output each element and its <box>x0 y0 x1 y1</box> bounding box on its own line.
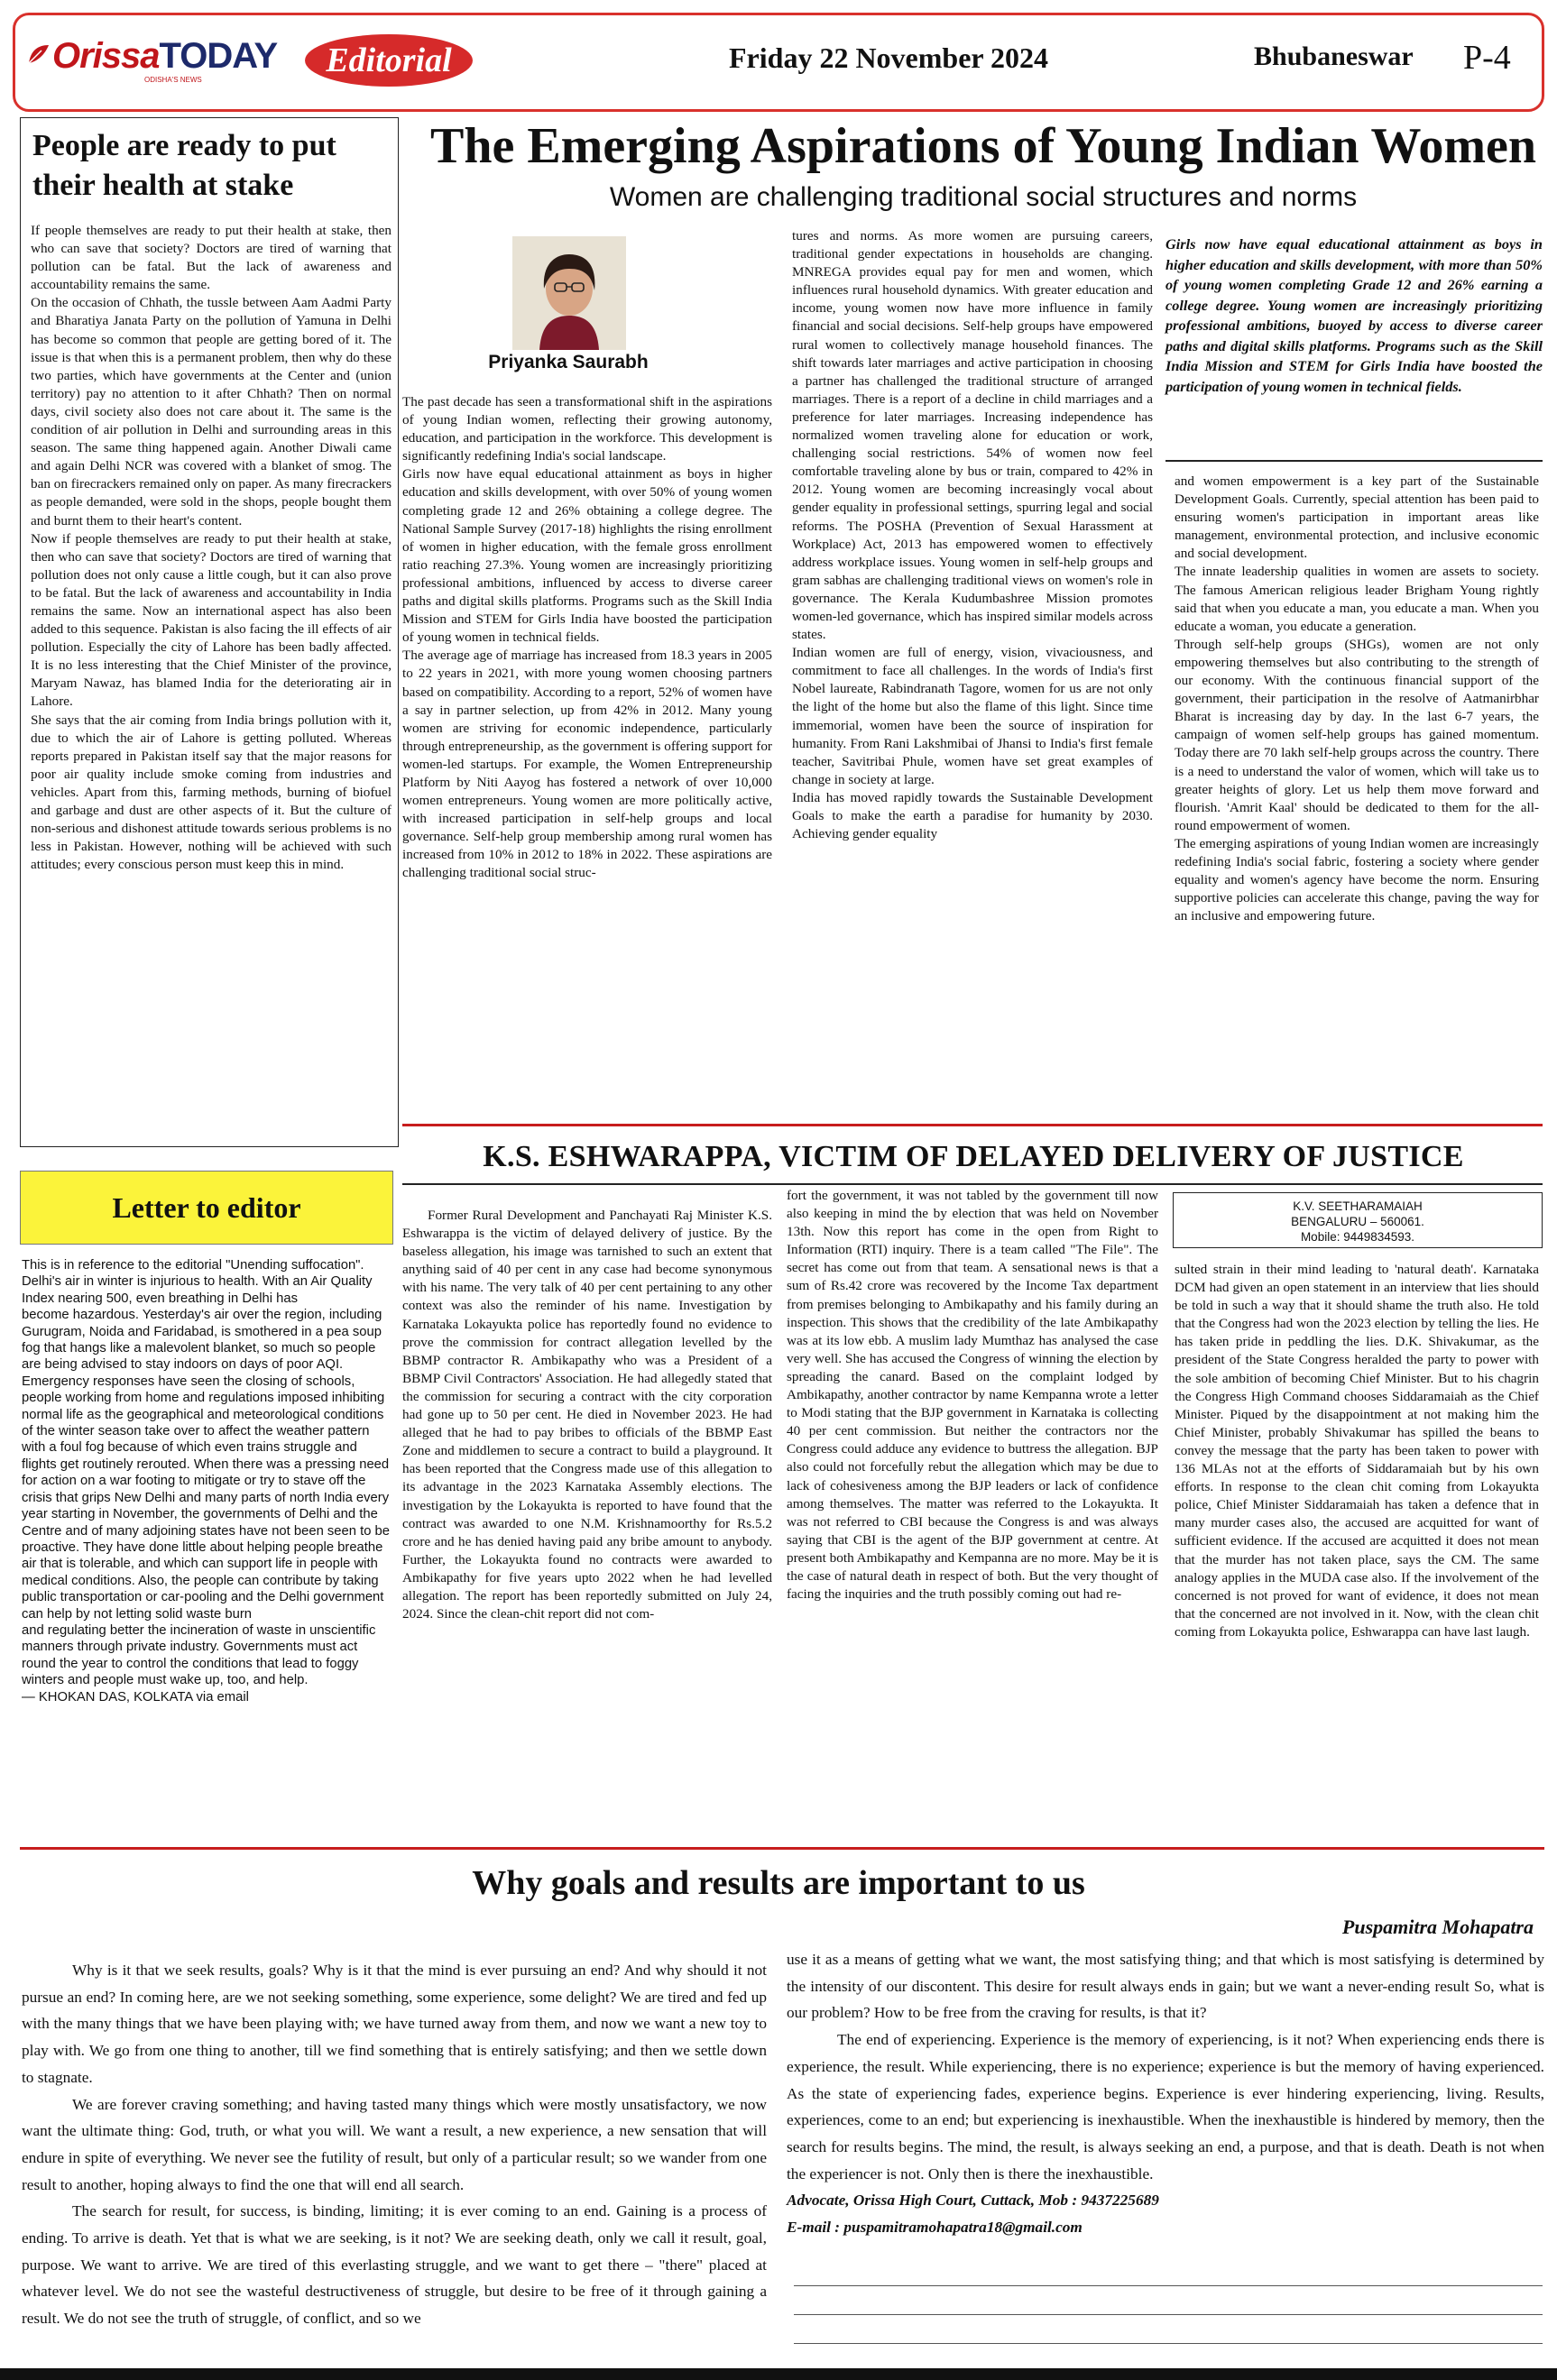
logo-leaf-icon <box>25 41 51 67</box>
letter-body <box>22 1257 393 1705</box>
paragraph: tures and norms. As more women are pursuing careers, traditional gender expectations in households are changing. MNREGA provides equal pay for men and women, which influences rural household dynamics. With greater education and income, young women now have more influence in family financial and social decisions. Self-help groups have empowered rural women to collectively manage household finances. The shift towards later marriages and active participation in choosing a partner has challenged the traditional structure of arranged marriages. There is a report of a decline in child marriages and a preference for later marriages. Increasing independence has normalized women traveling alone for education or work, challenging social restrictions. 54% of women now feel comfortable traveling alone by bus or train, compared to 42% in 2012. Young women are becoming increasingly vocal about gender equality in professional settings, spurring legal and social reforms. The POSHA (Prevention of Sexual Harassment at Workplace) Act, 2013 has empowered women to effectively address workplace issues. Young women in self-help groups and gram sabhas are challenging traditional views on women's role in governance. The Kerala Kudumbashree Mission promotes women-led governance, which has inspired similar models across states. <box>792 228 1153 643</box>
pull-quote-divider <box>1165 460 1543 462</box>
page-number: P-4 <box>1463 39 1511 77</box>
paragraph: become hazardous. Yesterday's air over the region, including Gurugram, Noida and Faridabad, is smothered in a pea soup fog that hangs like a malevolent blanket, so much so people are being advised to stay indoors on days of poor AQI. <box>22 1308 382 1373</box>
paragraph: She says that the air coming from India brings pollution with it, due to which the air of Lahore is getting polluted. Whereas reports prepared in Pakistan itself say that the major reasons for poor air quality include smoke coming from industries and vehicles. Apart from this, farming methods, burning of biofuel and garbage and dust are other aspects of it. But the culture of non-serious and dishonest attitude towards serious problems is no less in Pakistan. However, nothing will be achieved with such attitudes; every conscious person must keep this in mind. <box>31 712 392 873</box>
paragraph: Former Rural Development and Panchayati Raj Minister K.S. Eshwarappa is the victim of delayed delivery of justice. By the baseless allegation, his image was tarnished to such an extent that anything said of 40 per cent in any case had become synonymous with his name. The very talk of 40 per cent pertaining to any other context was also the reminder of his name. Investigation by Karnataka Lokayukta police has reportedly found no evidence to prove the commission for contract allegation levelled by the BBMP contractor R. Ambikapathy who was a President of a BBMP Civil Contractors' Association. He had allegedly stated that the commission for securing a contract with the city corporation had gone up to 50 per cent. He died in November 2023. He had alleged that he had to pay bribes to officials of the BBMP East Zone and middlemen to secure a contract to build a playground. It has been reported that the Congress made use of this allegation to its advantage in the 2023 Karnataka Assembly elections. The investigation by the Lokayukta is reported to have found that the contract was awarded to one N.M. Krishnamoorthy for Rs.5.2 crore and he has denied having paid any bribe amount to anybody. Further, the Lokayukta found no contracts were awarded to Ambikapathy for five years upto 2022 when he had levelled allegation. The report has been reportedly submitted on July 24, 2024. Since the clean-chit report did not com- <box>402 1208 772 1622</box>
letter-signature: — KHOKAN DAS, KOLKATA via email <box>22 1689 249 1705</box>
rule-line <box>794 2343 1543 2344</box>
issue-date: Friday 22 November 2024 <box>729 41 1049 74</box>
eshwarappa-title-rule <box>402 1183 1543 1185</box>
pull-quote: Girls now have equal educational attainment as boys in higher education and skills development, with more than 50% of young women completing Grade 12 and 26% earning a college degree. Young women are increasingly prioritizing professional ambitions, buoyed by access to diverse career paths and digital skills platforms. Programs such as the Skill India Mission and STEM for Girls India have boosted the participation of young women in technical fields. <box>1165 235 1543 395</box>
paragraph: and women empowerment is a key part of the Sustainable Development Goals. Currently, special attention has been paid to ensuring women's participation in important areas like management, environmental protection, and inclusive economic and social development. <box>1175 473 1539 562</box>
paragraph: and regulating better the incineration of waste in unscientific manners through private industry. Governments must act round the year to control the conditions that lead to foggy winters and people must wake up, too, and help. <box>22 1622 376 1688</box>
paragraph: Indian women are full of energy, vision, vivaciousness, and commitment to face all challenges. In the words of India's first Nobel laureate, Rabindranath Tagore, women for us are not only the light of the home but also the flame of this light. Since time immemorial, women have been the source of inspiration for humanity. From Rani Lakshmibai of Jhansi to India's first female teacher, Savitribai Phule, women have set great examples of change in society at large. <box>792 645 1153 787</box>
paragraph: If people themselves are ready to put their health at stake, then who can save that society? Doctors are tired of warning that pollution can be fatal. But the lack of awareness and accountability remains the same. <box>31 223 392 293</box>
section-divider <box>20 1847 1544 1850</box>
masthead-logo: OrissaTODAY <box>52 36 278 76</box>
author-credentials: Advocate, Orissa High Court, Cuttack, Mob : 9437225689 <box>787 2192 1159 2210</box>
main-article-column-3 <box>1175 473 1539 925</box>
author-email: E-mail : puspamitramohapatra18@gmail.com <box>787 2219 1083 2237</box>
paragraph: Now if people themselves are ready to put their health at stake, then who can save that society? Doctors are tired of warning that pollution does not only cause a little cough, but it can also prove to be fatal. But the lack of awareness and accountability in India remains the same. Now an international aspect has also been added to this sequence. Pakistan is also facing the ill effects of air pollution. Especially the city of Lahore has been badly affected. It is no less interesting that the Chief Minister of the province, Maryam Nawaz, has blamed India for the deteriorating air in Lahore. <box>31 530 392 710</box>
paragraph: The past decade has seen a transformational shift in the aspirations of young Indian women, reflecting their growing autonomy, education, and participation in the workforce. This development is significantly redefining India's social landscape. <box>402 394 772 464</box>
eshwarappa-column-3 <box>1175 1261 1539 1641</box>
main-article-title: The Emerging Aspirations of Young Indian Women <box>429 118 1537 174</box>
left-article-headline: People are ready to put their health at stake <box>32 129 336 202</box>
goals-column-1 <box>22 1957 767 2332</box>
section-badge: Editorial <box>305 34 473 87</box>
paragraph: use it as a means of getting what we want, the most satisfying thing; and that which is most satisfying is determined by the intensity of our discontent. This desire for result always ends in gain; but we want a never-ending result So, what is our problem? How to be free from the craving for results, is that it? <box>787 1951 1544 2022</box>
writer-city: BENGALURU – 560061. <box>1291 1215 1424 1228</box>
paragraph: sulted strain in their mind leading to 'natural death'. Karnataka DCM had given an open statement in an interview that lies should be told in such a way that it should shame the truth also. He told that the Congress had won the 2023 election by telling the lies. He has taken pride in peddling the lies. D.K. Shivakumar, as the president of the State Congress heralded the party to power with the sole ambition of becoming Chief Minister. But to his chagrin the Congress High Command chooses Siddaramaiah as the Chief Minister. Piqued by the disappointment at not making him the Chief Minister, probably Shivakumar has spilled the beans to convey the message that the party has been taken to power with 136 MLAs not at the efforts of Siddaramaiah but by his own efforts. In response to the clean chit coming from Lokayukta police, Chief Minister Siddaramaiah has taken a defence that in many murder cases also, the accused are acquitted for want of sufficient evidence. If the accused are acquitted it does not mean that the murder has not taken place, says the CM. The same analogy applies in the MUDA case also. If the involvement of the concerned is not proved for want of evidence, it does not mean that the concerned are not involved in it. Now, with the clean chit coming from Lokayukta police, Eshwarappa can have last laugh. <box>1175 1262 1539 1640</box>
author-portrait-image <box>512 236 626 350</box>
writer-address-box <box>1173 1192 1543 1248</box>
paragraph: The innate leadership qualities in women are assets to society. The famous American religious leader Brigham Young rightly said that when you educate a man, you educate a man. When you educate a woman, you educate a generation. <box>1175 564 1539 634</box>
main-article-column-2 <box>792 227 1153 843</box>
paragraph: Through self-help groups (SHGs), women are not only empowering themselves but also contributing to the strength of our economy. With the continuous financial support of the government, their participation in the resolve of Aatmanirbhar Bharat is increasing day by day. In the last 6-7 years, the campaign of women self-help groups has gained momentum. Today there are 70 lakh self-help groups across the country. There is a need to understand the valor of women, which will take us to greater heights of glory. Let us help them move forward and flourish. 'Amrit Kaal' should be dedicated to them for the all-round empowerment of women. <box>1175 636 1539 833</box>
paragraph: The search for result, for success, is binding, limiting; it is ever coming to an end. Gaining is a process of ending. To arrive is death. Yet that is what we are seeking, is it not? We are seeking death, only we call it result, goal, purpose. We want to arrive. We are tired of this everlasting struggle, and we want to get there – "there" placed at whatever level. We do not see the wasteful destructiveness of struggle, but desire to be free of it through gaining a result. We do not see the truth of struggle, of conflict, and so we <box>22 2202 767 2328</box>
paragraph: The end of experiencing. Experience is the memory of experiencing, is it not? When experiencing ends there is experience, the result. While experiencing, there is no experience; experience is but the memory of having experienced. As the state of experiencing fades, experience begins. Experience is ever hindering experiencing, living. Results, experiences, come to an end; but experiencing is inexhaustible. When the inexhaustible is hindered by memory, then the search for results begins. The mind, the result, is always seeking an end, a purpose, and that is death. Death is not when the experiencer is not. Only then is there the inexhaustible. <box>787 2031 1544 2182</box>
issue-city: Bhubaneswar <box>1254 41 1414 71</box>
rule-line <box>794 2285 1543 2286</box>
paragraph: India has moved rapidly towards the Sustainable Development Goals to make the earth a paradise for humanity by 2030. Achieving gender equality <box>792 789 1153 842</box>
left-article-body <box>31 222 392 874</box>
paragraph: Girls now have equal educational attainment as boys in higher education and skills development, with over 50% of young women completing grade 12 and 26% obtaining a college degree. The National Sample Survey (2017-18) highlights the rising enrollment of women in higher education, with the female gross enrollment ratio reaching 27.3%. Young women are increasingly prioritizing professional ambitions, influenced by access to diverse career paths and digital skills platforms. Programs such as the Skill India Mission and STEM for Girls India have boosted the participation of young women in technical fields. <box>402 466 772 646</box>
section-divider <box>402 1124 1543 1126</box>
eshwarappa-column-1 <box>402 1207 772 1623</box>
goals-article-title: Why goals and results are important to us <box>472 1864 1085 1902</box>
paragraph: We are forever craving something; and having tasted many things which were mostly unsatisfactory, we now want the ultimate thing: God, truth, or what you will. We want a result, a new experience, a new sensation that will endure in spite of everything. We never see the futility of result, but only of a particular result; so we wander from one result to another, hoping always to find the one that will end all search. <box>22 2095 767 2193</box>
writer-name: K.V. SEETHARAMAIAH <box>1293 1199 1423 1213</box>
paragraph: The emerging aspirations of young Indian women are increasingly redefining India's social fabric, fostering a society where gender equality and women's agency have become the norm. Ensuring supportive policies can accelerate this change, paving the way for an inclusive and empowering future. <box>1175 835 1539 924</box>
goals-column-2 <box>787 1946 1544 2241</box>
author-photo <box>512 236 626 350</box>
paragraph: fort the government, it was not tabled by the government till now also keeping in mind the by election that was held on November 13th. Now this report has come in the open from Right to Information (RTI) inquiry. There is a team called "The File". The secret has come out from that team. A sensational news is that a sum of Rs.42 crore was recovered by the Income Tax department from premises belonging to Ambikapathy and his family during an inspection. This shows that the credibility of the late Ambikapathy was at its low ebb. A muslim lady Mumthaz has analysed the case very well. She has accused the Congress of winning the election by spreading the canard. Based on the complaint lodged by Ambikapathy, another contractor by name Kempanna wrote a letter to Modi stating that the BJP government in Karnataka is collecting 40 per cent commission. But neither the contractors nor the Congress could adduce any evidence to buttress the allegation. BJP also could not forcefully rebut the allegation which may be due to lack of cohesiveness among the BJP leaders or lack of confidence among themselves. The matter was referred to the Lokayukta. It was not referred to CBI because the Congress is and was always saying that CBI is the agent of the BJP government at centre. At present both Ambikapathy and Kempanna are no more. May be it is the case of natural death in respect of both. But the very thought of facing the inquiries and the truth possibly coming out had re- <box>787 1188 1158 1603</box>
letter-to-editor-heading: Letter to editor <box>20 1171 393 1245</box>
paragraph: Why is it that we seek results, goals? Why is it that the mind is ever pursuing an end? And why should it not pursue an end? In coming here, are we not seeking something, some experience, some delight? We are tired and fed up with the many things that we have been playing with; we have turned away from them, and now we want a new toy to play with. We go from one thing to another, till we find something that is entirely satisfying; and then we settle down to stagnate. <box>22 1962 767 2086</box>
paragraph: This is in reference to the editorial "Unending suffocation". Delhi's air in winter is injurious to health. With an Air Quality Index nearing 500, even breathing in Delhi has <box>22 1258 373 1306</box>
main-article-column-1 <box>402 393 772 883</box>
eshwarappa-column-2 <box>787 1187 1158 1604</box>
rule-line <box>794 2314 1543 2315</box>
goals-article-author: Puspamitra Mohapatra <box>1341 1916 1534 1938</box>
paragraph: On the occasion of Chhath, the tussle between Aam Aadmi Party and Bharatiya Janata Party on the pollution of Yamuna in Delhi has become so common that people are getting bored of it. The issue is that when this is a permanent problem, then why do these two parties, which have governments at the Center and (union territory) pay no attention to it after Chhath? Then on normal days, civil society also does not care about it. The same is the condition of air pollution in Delhi and surrounding areas in this season. The same thing happened again. Another Diwali came and again Delhi NCR was covered with a blanket of smog. The ban on firecrackers remained only on paper. As many firecrackers as people demanded, were sold in the shops, people bought them and burnt them to their heart's content. <box>31 295 392 528</box>
page-bottom-bar <box>0 2368 1557 2380</box>
eshwarappa-title: K.S. ESHWARAPPA, VICTIM OF DELAYED DELIVERY OF JUSTICE <box>483 1140 1464 1173</box>
logo-tagline: ODISHA'S NEWS <box>144 76 202 84</box>
author-byline: Priyanka Saurabh <box>488 352 649 372</box>
main-article-subtitle: Women are challenging traditional social structures and norms <box>609 182 1358 212</box>
paragraph: Emergency responses have seen the closing of schools, people working from home and regulations imposed inhibiting normal life as the geographical and meteorological conditions of the winter season take over to affect the weather pattern with a foul fog because of which even trains struggle and flights get routinely rerouted. When there was a pressing need for action on a war footing to mitigate or try to stave off the crisis that grips New Delhi and many parts of north India every year starting in November, the governments of Delhi and the Centre and of many adjoining states have not been seen to be proactive. They have done little about helping people breathe air that is tolerable, and which can support life in people with medical conditions. Also, the people can contribute by taking public transportation or car-pooling and the Delhi government can help by not letting solid waste burn <box>22 1374 391 1622</box>
writer-mobile: Mobile: 9449834593. <box>1300 1230 1415 1244</box>
paragraph: The average age of marriage has increased from 18.3 years in 2005 to 22 years in 2021, with more young women choosing partners based on compatibility. According to a report, 52% of women have a say in partner selection, up from 42% in 2012. Many young women are striving for economic independence, particularly through entrepreneurship, as the government is offering support for women-led startups. For example, the Women Entrepreneurship Platform by Niti Aayog has fostered a network of over 10,000 women entrepreneurs. Young women are more politically active, with increased participation in self-help groups and local governance. Self-help group membership among rural women has increased from 10% in 2012 to 18% in 2022. These aspirations are challenging traditional social struc- <box>402 648 772 881</box>
